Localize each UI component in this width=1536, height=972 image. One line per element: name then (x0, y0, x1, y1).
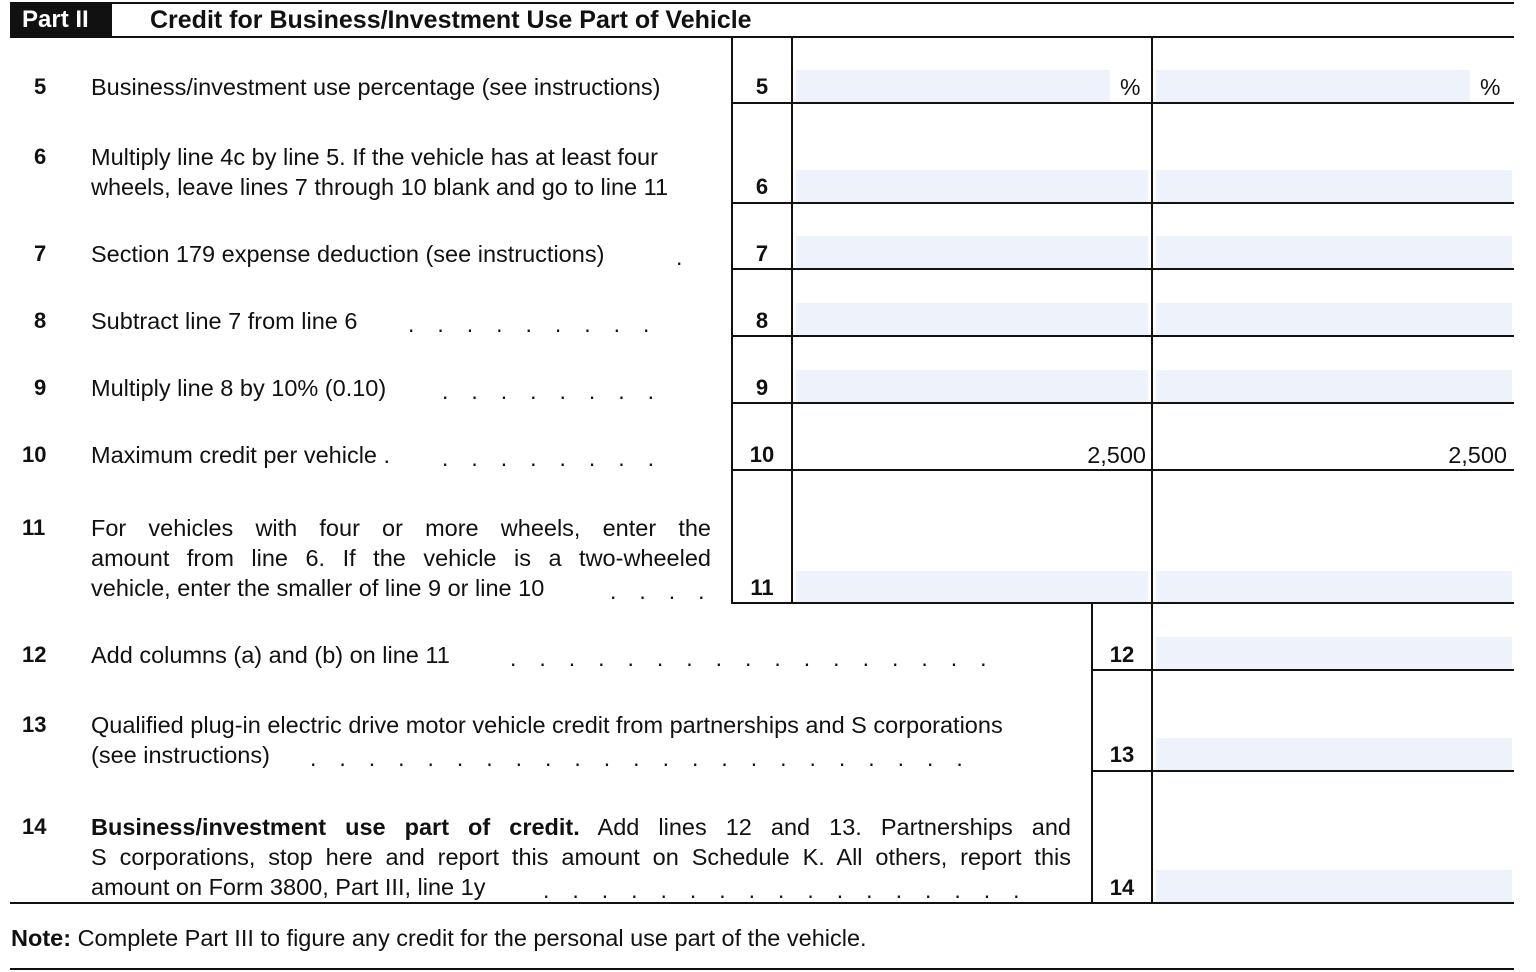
line-12-number: 12 (22, 642, 47, 667)
line-13-label-line-2: (see instructions) (91, 742, 270, 768)
line-8-label: Subtract line 7 from line 6 (91, 308, 358, 334)
line-14-box-number: 14 (1109, 875, 1135, 900)
note-bottom-rule (10, 968, 1514, 970)
line-12-label: Add columns (a) and (b) on line 11 (91, 642, 450, 668)
line-5-label: Business/investment use percentage (see instructions) (91, 74, 661, 100)
line-5-column-a-percent: % (1120, 74, 1141, 100)
line-8-box-number: 8 (755, 308, 769, 333)
line-10-box-number: 10 (749, 442, 775, 467)
line-9-column-b-input[interactable] (1156, 370, 1512, 402)
part-label: Part II (10, 2, 112, 38)
line-11-leader-dots: . . . . (610, 578, 713, 604)
line-10-label: Maximum credit per vehicle . (91, 442, 391, 468)
line-14-leader-dots: . . . . . . . . . . . . . . . . . (543, 877, 1028, 903)
line-12-box-number: 12 (1109, 642, 1135, 667)
line-9-box-number: 9 (755, 375, 769, 400)
line-14-label-line-3: amount on Form 3800, Part III, line 1y (91, 874, 486, 900)
line-11-label-line-3: vehicle, enter the smaller of line 9 or line 10 (91, 575, 545, 601)
line-12-total-input[interactable] (1156, 637, 1512, 669)
line-9-leader-dots: . . . . . . . . (442, 378, 663, 404)
line-10-column-a-value: 2,500 (1087, 442, 1146, 468)
line-5-column-a-input[interactable] (796, 70, 1110, 102)
row-9-rule (731, 402, 1514, 404)
line-7-label: Section 179 expense deduction (see instructions) (91, 241, 605, 267)
line-14-bold-lead: Business/investment use part of credit. (91, 814, 580, 840)
line-13-label-line-1: Qualified plug-in electric drive motor vehicle credit from partnerships and S corporations (91, 712, 1003, 738)
line-13-total-input[interactable] (1156, 738, 1512, 770)
line-6-number: 6 (34, 144, 47, 169)
line-7-column-b-input[interactable] (1156, 236, 1512, 268)
line-8-column-a-input[interactable] (796, 303, 1148, 335)
line-10-number: 10 (22, 442, 47, 467)
line-7-leader-dots: . (676, 244, 683, 270)
line-7-box-number: 7 (755, 241, 769, 266)
row-7-rule (731, 268, 1514, 270)
line-11-label-line-2: amount from line 6. If the vehicle is a two-wheeled (91, 545, 711, 571)
line-5-column-b-input[interactable] (1156, 70, 1470, 102)
part-title: Credit for Business/Investment Use Part of Vehicle (150, 6, 752, 34)
line-14-total-input[interactable] (1156, 870, 1512, 902)
note-text: Complete Part III to figure any credit for the personal use part of the vehicle. (77, 925, 867, 951)
line-6-column-b-input[interactable] (1156, 170, 1512, 202)
line-11-column-a-input[interactable] (796, 571, 1148, 602)
line-9-label: Multiply line 8 by 10% (0.10) (91, 375, 387, 401)
line-5-number: 5 (34, 74, 47, 99)
line-8-number: 8 (34, 308, 47, 333)
line-11-box-number: 11 (750, 575, 774, 600)
row-8-rule (731, 335, 1514, 337)
row-13-rule (1091, 770, 1514, 772)
line-14-label-line-2: S corporations, stop here and report this amount on Schedule K. All others, report this (91, 844, 1071, 870)
line-13-box-number: 13 (1109, 742, 1135, 767)
line-6-column-a-input[interactable] (796, 170, 1148, 202)
line-7-column-a-input[interactable] (796, 236, 1148, 268)
note-label: Note: (11, 925, 72, 951)
line-8-column-b-input[interactable] (1156, 303, 1512, 335)
line-10-leader-dots: . . . . . . . . (442, 445, 663, 471)
line-6-box-number: 6 (755, 174, 769, 199)
row-12-rule (1091, 669, 1514, 671)
line-5-column-b-percent: % (1480, 74, 1501, 100)
line-8-leader-dots: . . . . . . . . . (408, 311, 658, 337)
line-5-box-number: 5 (755, 74, 769, 99)
row-5-rule (731, 102, 1514, 104)
line-14-label-line-1-rest: Add lines 12 and 13. Partnerships and (597, 814, 1071, 840)
line-11-number: 11 (22, 515, 46, 540)
line-13-leader-dots: . . . . . . . . . . . . . . . . . . . . . . . (310, 745, 972, 771)
line-7-number: 7 (34, 241, 47, 266)
line-6-label-line-1: Multiply line 4c by line 5. If the vehicle has at least four (91, 144, 658, 170)
line-11-column-b-input[interactable] (1156, 571, 1512, 602)
line-10-column-b-value: 2,500 (1448, 442, 1507, 468)
footer-note (11, 922, 867, 954)
line-14-label-line-1 (91, 812, 1071, 842)
line-9-column-a-input[interactable] (796, 370, 1148, 402)
line-14-number: 14 (22, 814, 47, 839)
row-11-rule (731, 602, 1514, 604)
line-9-number: 9 (34, 375, 47, 400)
line-13-number: 13 (22, 712, 47, 737)
line-6-label-line-2: wheels, leave lines 7 through 10 blank and go to line 11 (91, 174, 669, 200)
line-12-leader-dots: . . . . . . . . . . . . . . . . . (510, 645, 995, 671)
line-11-label-line-1: For vehicles with four or more wheels, enter the (91, 515, 711, 541)
header-bottom-rule (10, 36, 1514, 38)
row-6-rule (731, 202, 1514, 204)
